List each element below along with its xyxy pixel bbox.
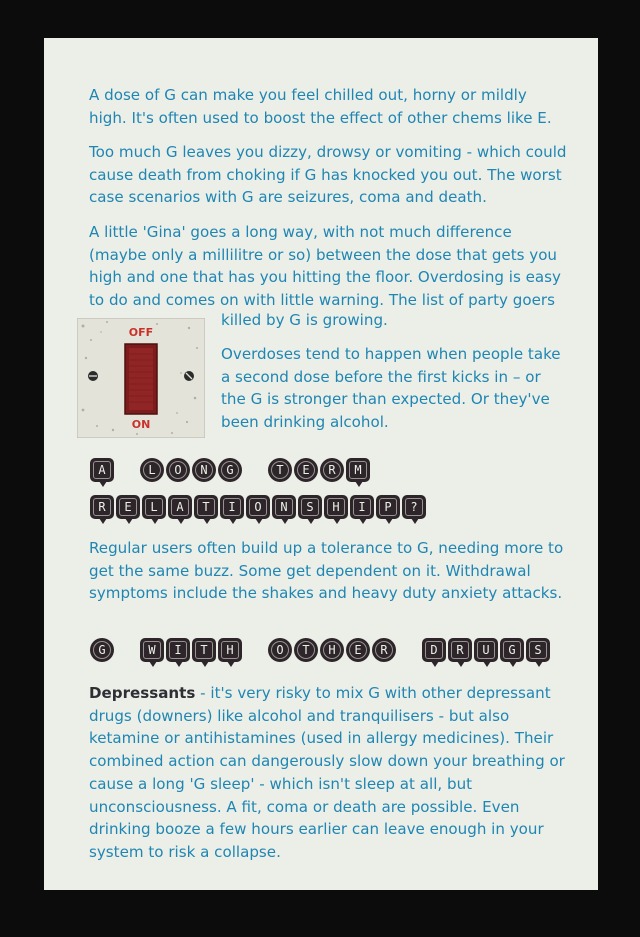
typewriter-key: I (350, 495, 374, 519)
typewriter-key: O (246, 495, 270, 519)
typewriter-key: E (346, 638, 370, 662)
paragraph-effects: A dose of G can make you feel chilled out, horny or mildly high. It's often used to boost the effect of other chems like E. (89, 86, 552, 127)
typewriter-key: R (320, 458, 344, 482)
heading-g-with-other-drugs (90, 638, 550, 662)
typewriter-key: T (194, 495, 218, 519)
typewriter-key: A (168, 495, 192, 519)
typewriter-key: R (90, 495, 114, 519)
heading-long-term-line1 (90, 458, 370, 482)
typewriter-key: E (294, 458, 318, 482)
typewriter-key: D (422, 638, 446, 662)
leaflet-page (44, 38, 598, 890)
typewriter-key: G (90, 638, 114, 662)
typewriter-key: I (220, 495, 244, 519)
typewriter-key: G (218, 458, 242, 482)
paragraph-gina-cont: killed by G is growing. (221, 311, 388, 329)
typewriter-key: R (372, 638, 396, 662)
typewriter-key: S (298, 495, 322, 519)
screw-left-icon (88, 371, 98, 381)
typewriter-key: G (500, 638, 524, 662)
typewriter-key: S (526, 638, 550, 662)
paragraph-tolerance: Regular users often build up a tolerance to G, needing more to get the same buzz. Some get dependent on it. Withdrawal symptoms include the shakes and heavy duty anxiety attacks. (89, 539, 564, 603)
typewriter-key: R (448, 638, 472, 662)
typewriter-key: O (166, 458, 190, 482)
typewriter-key: H (218, 638, 242, 662)
typewriter-key: L (140, 458, 164, 482)
typewriter-key: M (346, 458, 370, 482)
typewriter-key: H (320, 638, 344, 662)
typewriter-key: L (142, 495, 166, 519)
switch-on-label: ON (131, 418, 151, 431)
heading-word (268, 458, 370, 482)
depressants-text: - it's very risky to mix G with other depressant drugs (downers) like alcohol and tranquilisers - but also ketamine or antihistamines (used in allergy medicines). Their combined action can dangerously slow down your breathing or cause a long 'G sleep' - which isn't sleep at all, but unconsciousness. A fit, coma or death are possible. Even drinking booze a few hours earlier can leave enough in your system to risk a collapse. (89, 684, 565, 861)
typewriter-key: T (268, 458, 292, 482)
typewriter-key: ? (402, 495, 426, 519)
paragraph-too-much: Too much G leaves you dizzy, drowsy or vomiting - which could cause death from choking if G has knocked you out. The worst case scenarios with G are seizures, coma and death. (89, 143, 567, 207)
heading-word (90, 458, 114, 482)
typewriter-key: E (116, 495, 140, 519)
paragraph-gina: A little 'Gina' goes a long way, with not much difference (maybe only a millilitre or so) between the dose that gets you high and one that has you hitting the floor. Overdosing is easy to do and comes on with little warning. The list of party goers (89, 223, 561, 310)
paragraph-depressants (89, 682, 569, 864)
heading-word (140, 638, 242, 662)
heading-word (140, 458, 242, 482)
heading-word (268, 638, 396, 662)
depressants-label: Depressants (89, 684, 196, 702)
typewriter-key: O (268, 638, 292, 662)
screw-right-icon (184, 371, 194, 381)
heading-word (90, 638, 114, 662)
typewriter-key: I (166, 638, 190, 662)
typewriter-key: N (272, 495, 296, 519)
typewriter-key: H (324, 495, 348, 519)
typewriter-key: A (90, 458, 114, 482)
typewriter-key: W (140, 638, 164, 662)
typewriter-key: T (294, 638, 318, 662)
heading-long-term-line2 (90, 495, 426, 519)
heading-word (422, 638, 550, 662)
typewriter-key: T (192, 638, 216, 662)
typewriter-key: P (376, 495, 400, 519)
typewriter-key: N (192, 458, 216, 482)
typewriter-key: U (474, 638, 498, 662)
switch-off-label: OFF (128, 326, 154, 339)
heading-word (90, 495, 426, 519)
light-switch-illustration (77, 318, 205, 438)
paragraph-overdoses: Overdoses tend to happen when people take a second dose before the first kicks in – or the G is stronger than expected. Or they've been drinking alcohol. (221, 345, 561, 432)
